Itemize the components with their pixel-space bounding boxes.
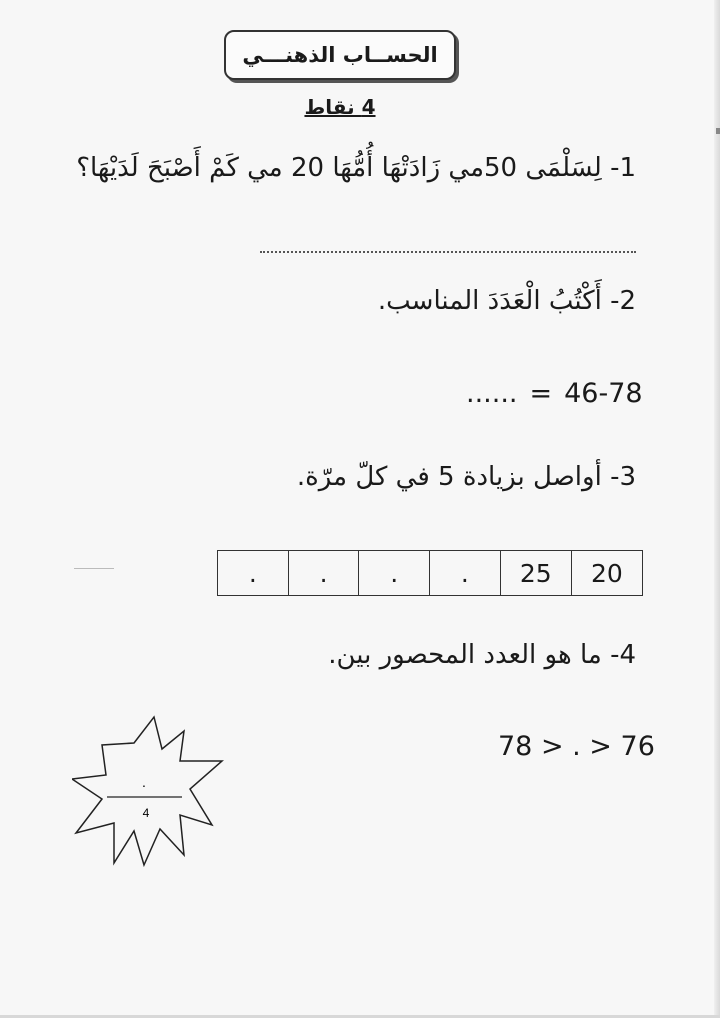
score-denominator: 4	[142, 806, 150, 820]
title-box	[224, 30, 456, 80]
page-edge	[714, 0, 720, 1018]
question-1: 1- لِسَلْمَى 50مي زَادَتْهَا أُمُّهَا 20 مي كَمْ أَصْبَحَ لَدَيْهَا؟	[76, 153, 636, 183]
sequence-cell: 20	[571, 551, 642, 596]
equation-expression: 46-78	[564, 378, 643, 409]
sequence-cell: .	[359, 551, 430, 596]
sequence-table	[217, 550, 643, 596]
page-edge-mark	[716, 128, 720, 134]
sequence-cell: 25	[500, 551, 571, 596]
equation-sign: =	[529, 378, 553, 409]
points-label: 4 نقاط	[304, 95, 376, 119]
page-title: الحســاب الذهنـــي	[242, 43, 438, 67]
sequence-cell: .	[218, 551, 289, 596]
question-3: 3- أواصل بزيادة 5 في كلّ مرّة.	[296, 462, 636, 492]
sequence-cell: .	[430, 551, 501, 596]
star-outline	[72, 717, 222, 865]
sequence-cell: .	[288, 551, 359, 596]
question-2: 2- أَكْتُبُ الْعَدَدَ المناسب.	[377, 286, 636, 316]
score-star-badge	[72, 715, 232, 880]
answer-line	[260, 251, 636, 253]
score-numerator: .	[142, 774, 146, 790]
stray-mark	[74, 568, 114, 569]
equation	[466, 378, 655, 409]
question-4: 4- ما هو العدد المحصور بين.	[328, 640, 636, 670]
equation-blank: ......	[466, 378, 518, 409]
comparison: 78 > . > 76	[498, 731, 655, 762]
